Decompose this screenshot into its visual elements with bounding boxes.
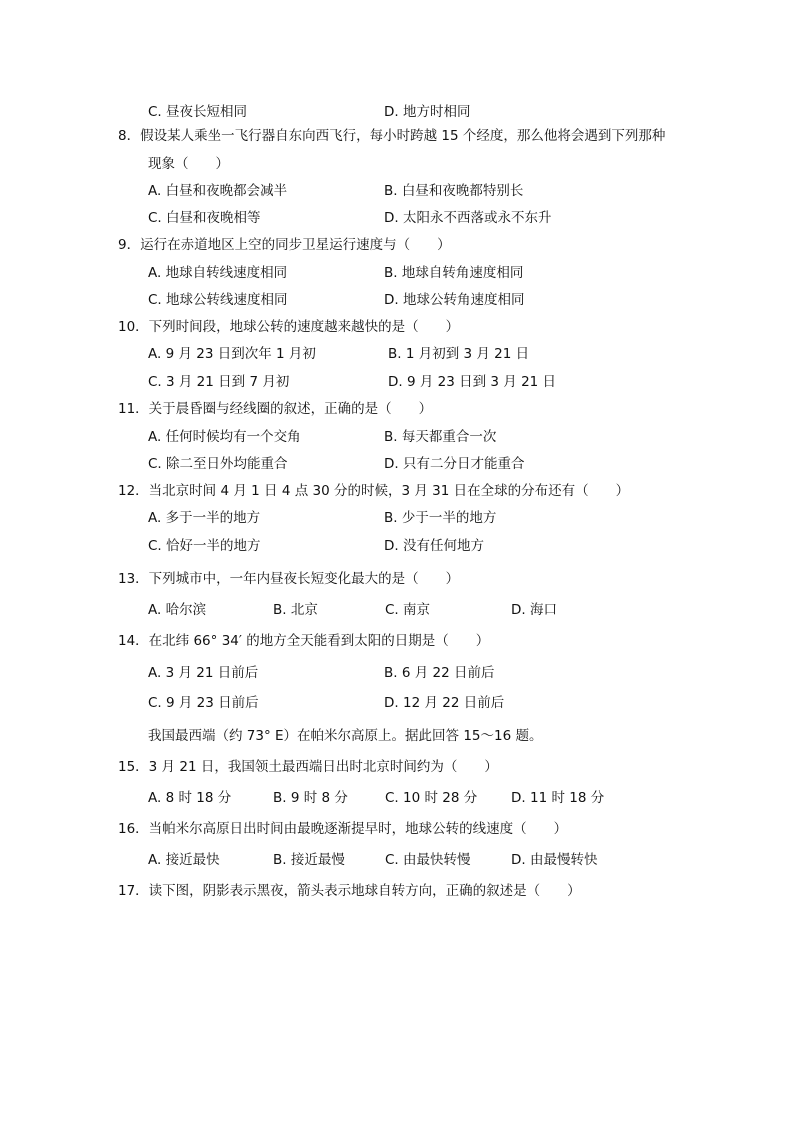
- q8-stem: 8．假设某人乘坐一飞行器自东向西飞行，每小时跨越 15 个经度，那么他将会遇到下列那种: [118, 128, 666, 144]
- q17-stem: 17．读下图，阴影表示黑夜，箭头表示地球自转方向，正确的叙述是（ ）: [118, 883, 581, 899]
- q16-option-b: B. 接近最慢: [273, 852, 345, 868]
- q16-option-a: A. 接近最快: [148, 852, 220, 868]
- q10-option-b: B. 1 月初到 3 月 21 日: [388, 346, 530, 362]
- q7-option-c: C. 昼夜长短相同: [148, 104, 248, 120]
- q12-option-a: A. 多于一半的地方: [148, 510, 261, 526]
- q15-stem: 15．3 月 21 日，我国领土最西端日出时北京时间约为（ ）: [118, 759, 498, 775]
- q9-option-b: B. 地球自转角速度相同: [384, 265, 524, 281]
- q14-option-c: C. 9 月 23 日前后: [148, 695, 259, 711]
- q12-option-b: B. 少于一半的地方: [384, 510, 497, 526]
- q9-stem: 9．运行在赤道地区上空的同步卫星运行速度与（ ）: [118, 237, 451, 253]
- q8-option-c: C. 白昼和夜晚相等: [148, 210, 261, 226]
- q9-option-a: A. 地球自转线速度相同: [148, 265, 288, 281]
- q13-option-d: D. 海口: [511, 602, 557, 618]
- q11-option-b: B. 每天都重合一次: [384, 429, 497, 445]
- q12-option-d: D. 没有任何地方: [384, 538, 484, 554]
- q8-option-b: B. 白昼和夜晚都特别长: [384, 183, 524, 199]
- q16-option-c: C. 由最快转慢: [385, 852, 471, 868]
- q10-option-c: C. 3 月 21 日到 7 月初: [148, 374, 290, 390]
- q7-option-d: D. 地方时相同: [384, 104, 471, 120]
- q8-stem-continued: 现象（ ）: [148, 156, 229, 172]
- q12-option-c: C. 恰好一半的地方: [148, 538, 261, 554]
- q13-option-b: B. 北京: [273, 602, 318, 618]
- q16-option-d: D. 由最慢转快: [511, 852, 598, 868]
- q10-stem: 10．下列时间段，地球公转的速度越来越快的是（ ）: [118, 319, 460, 335]
- q13-option-c: C. 南京: [385, 602, 431, 618]
- q15-option-c: C. 10 时 28 分: [385, 790, 478, 806]
- q11-option-c: C. 除二至日外均能重合: [148, 456, 288, 472]
- q12-stem: 12．当北京时间 4 月 1 日 4 点 30 分的时候，3 月 31 日在全球的分布还有（ ）: [118, 483, 630, 499]
- q8-option-a: A. 白昼和夜晚都会减半: [148, 183, 288, 199]
- q14-option-b: B. 6 月 22 日前后: [384, 665, 495, 681]
- q15-option-b: B. 9 时 8 分: [273, 790, 348, 806]
- q11-option-d: D. 只有二分日才能重合: [384, 456, 525, 472]
- q14-stem: 14．在北纬 66° 34′ 的地方全天能看到太阳的日期是（ ）: [118, 633, 490, 649]
- q15-option-a: A. 8 时 18 分: [148, 790, 232, 806]
- q14-option-a: A. 3 月 21 日前后: [148, 665, 259, 681]
- intro-q15-16: 我国最西端（约 73° E）在帕米尔高原上。据此回答 15～16 题。: [148, 728, 543, 744]
- q13-stem: 13．下列城市中，一年内昼夜长短变化最大的是（ ）: [118, 571, 460, 587]
- q11-stem: 11．关于晨昏圈与经线圈的叙述，正确的是（ ）: [118, 401, 433, 417]
- q9-option-d: D. 地球公转角速度相同: [384, 292, 525, 308]
- q11-option-a: A. 任何时候均有一个交角: [148, 429, 301, 445]
- q9-option-c: C. 地球公转线速度相同: [148, 292, 288, 308]
- q14-option-d: D. 12 月 22 日前后: [384, 695, 505, 711]
- q15-option-d: D. 11 时 18 分: [511, 790, 605, 806]
- q8-option-d: D. 太阳永不西落或永不东升: [384, 210, 552, 226]
- q10-option-d: D. 9 月 23 日到 3 月 21 日: [388, 374, 557, 390]
- q16-stem: 16．当帕米尔高原日出时间由最晚逐渐提早时，地球公转的线速度（ ）: [118, 821, 568, 837]
- q10-option-a: A. 9 月 23 日到次年 1 月初: [148, 346, 316, 362]
- q13-option-a: A. 哈尔滨: [148, 602, 207, 618]
